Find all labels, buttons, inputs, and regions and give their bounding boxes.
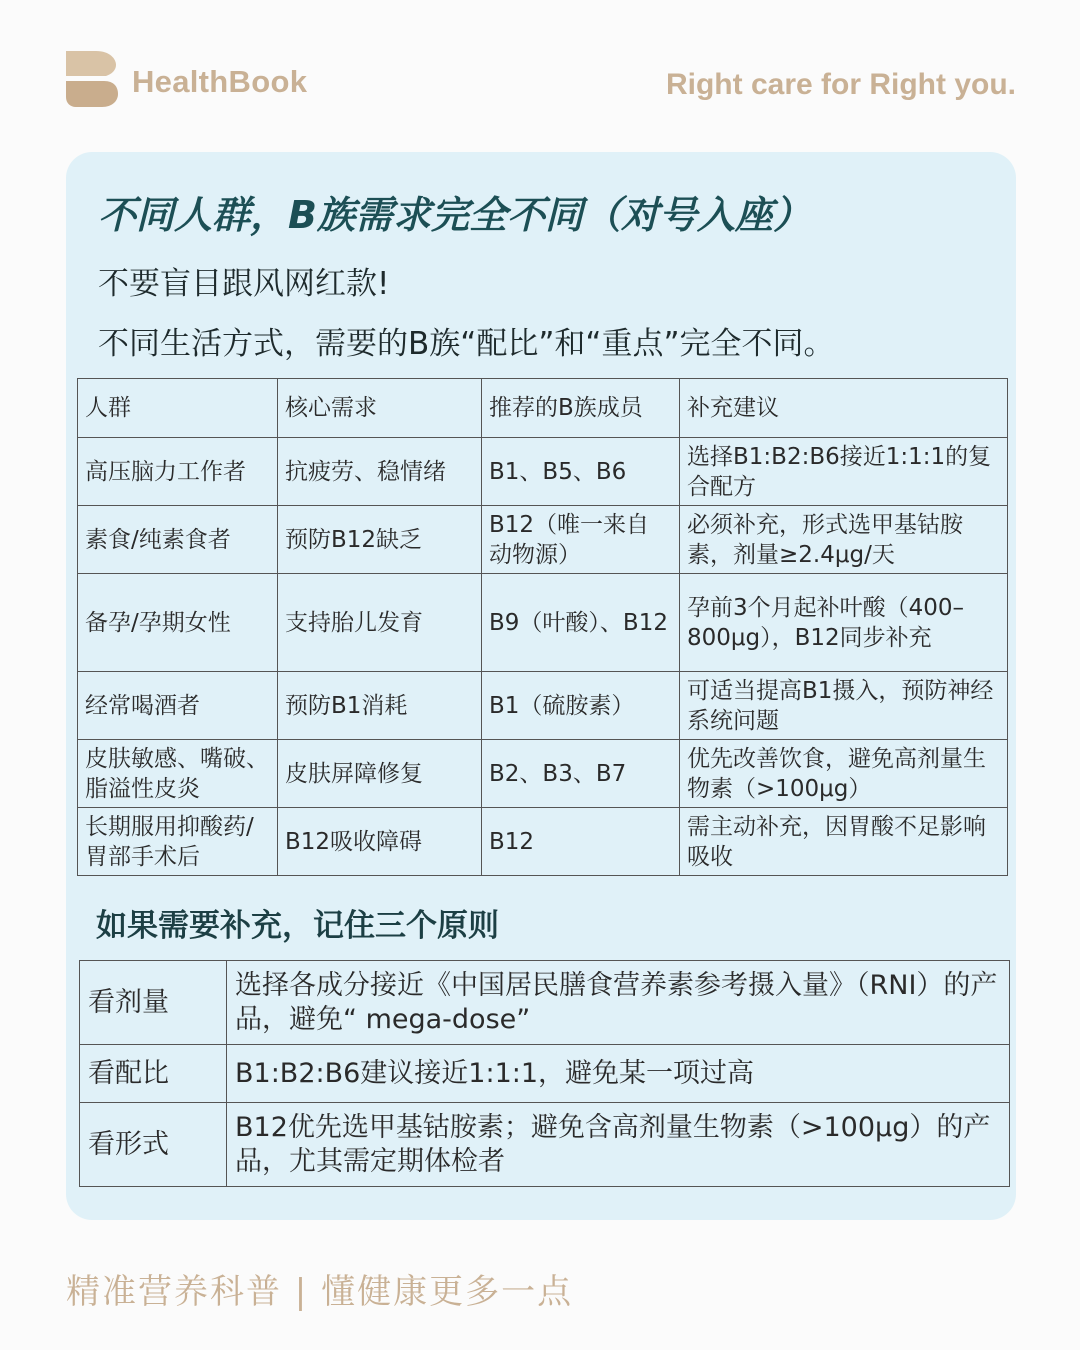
table-cell: 高压脑力工作者 [78,438,278,506]
table-cell: 孕前3个月起补叶酸（400–800μg），B12同步补充 [680,574,1008,672]
card-title: 不同人群，B族需求完全不同（对号入座） [98,193,811,237]
table-header-cell: 补充建议 [680,379,1008,438]
principle-row [80,961,1010,1045]
table-cell: 经常喝酒者 [78,672,278,740]
principles-title: 如果需要补充，记住三个原则 [96,908,499,944]
table-cell: B1、B5、B6 [482,438,680,506]
table-header-cell: 核心需求 [278,379,482,438]
table-cell: B12吸收障碍 [278,808,482,876]
table-header-row [78,379,1008,438]
table-row [78,438,1008,506]
table-cell: 可适当提高B1摄入，预防神经系统问题 [680,672,1008,740]
table-row [78,506,1008,574]
table-cell: 支持胎儿发育 [278,574,482,672]
population-needs-table [77,378,1008,876]
table-cell: 预防B1消耗 [278,672,482,740]
table-header-cell: 人群 [78,379,278,438]
footer-slogan: 精准营养科普 | 懂健康更多一点 [66,1272,574,1312]
table-row [78,672,1008,740]
principle-text: B12优先选甲基钴胺素；避免含高剂量生物素（>100μg）的产品，尤其需定期体检者 [227,1103,1010,1187]
table-row [78,808,1008,876]
table-cell: 需主动补充，因胃酸不足影响吸收 [680,808,1008,876]
table-row [78,740,1008,808]
principle-row [80,1045,1010,1103]
brand-name: HealthBook [132,64,308,99]
table-cell: 预防B12缺乏 [278,506,482,574]
table-cell: 备孕/孕期女性 [78,574,278,672]
header [0,0,1080,150]
principle-label: 看剂量 [80,961,227,1045]
table-cell: 选择B1:B2:B6接近1:1:1的复合配方 [680,438,1008,506]
healthbook-logo-icon [66,51,118,107]
table-cell: B1（硫胺素） [482,672,680,740]
table-row [78,574,1008,672]
table-cell: 素食/纯素食者 [78,506,278,574]
table-cell: B9（叶酸）、B12 [482,574,680,672]
table-header-cell: 推荐的B族成员 [482,379,680,438]
table-cell: 长期服用抑酸药/胃部手术后 [78,808,278,876]
content-card [66,152,1016,1220]
card-subtitle-1: 不要盲目跟风网红款! [98,266,390,302]
table-cell: B12（唯一来自动物源） [482,506,680,574]
principle-text: B1:B2:B6建议接近1:1:1，避免某一项过高 [227,1045,1010,1103]
principle-text: 选择各成分接近《中国居民膳食营养素参考摄入量》（RNI）的产品，避免“ mega-dose” [227,961,1010,1045]
principles-table [79,960,1010,1187]
brand-tagline: Right care for Right you. [665,68,1016,101]
table-cell: 抗疲劳、稳情绪 [278,438,482,506]
table-cell: B12 [482,808,680,876]
table-cell: 皮肤敏感、嘴破、脂溢性皮炎 [78,740,278,808]
table-cell: 优先改善饮食，避免高剂量生物素（>100μg） [680,740,1008,808]
card-subtitle-2: 不同生活方式，需要的B族“配比”和“重点”完全不同。 [98,326,835,362]
table-cell: B2、B3、B7 [482,740,680,808]
principle-row [80,1103,1010,1187]
principle-label: 看形式 [80,1103,227,1187]
table-cell: 必须补充，形式选甲基钴胺素，剂量≥2.4μg/天 [680,506,1008,574]
principle-label: 看配比 [80,1045,227,1103]
table-cell: 皮肤屏障修复 [278,740,482,808]
